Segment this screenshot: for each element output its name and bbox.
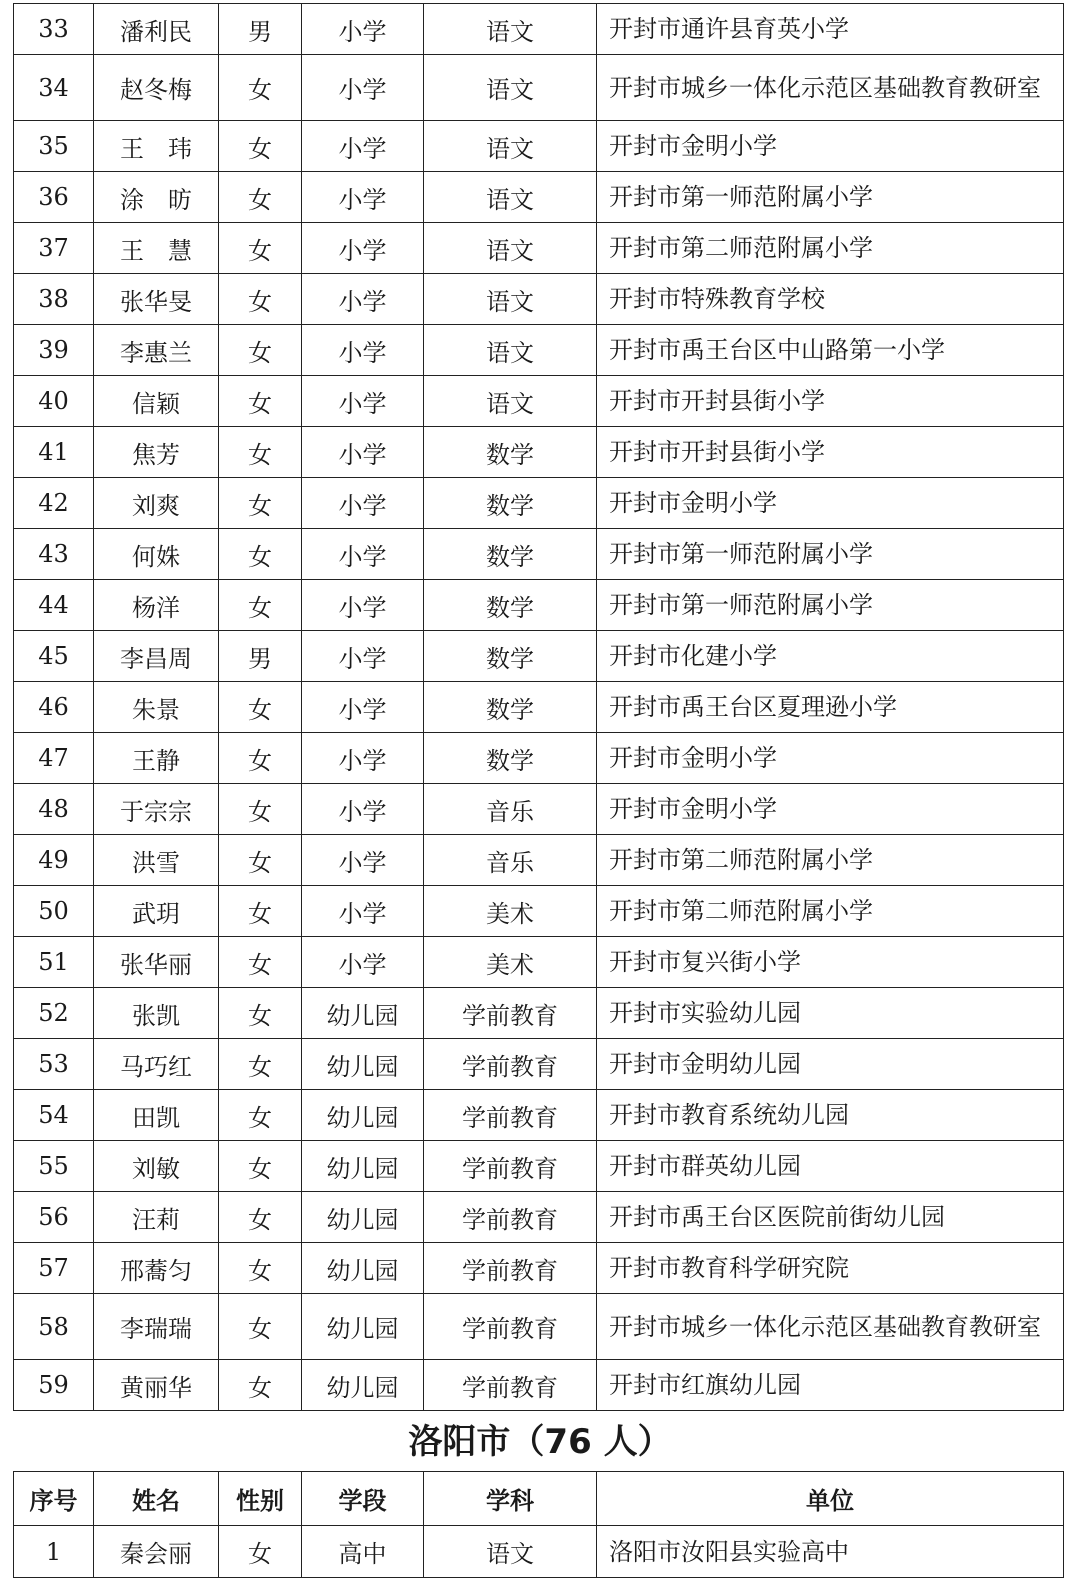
- cell-name: 武玥: [94, 886, 219, 937]
- cell-sex: 女: [219, 529, 302, 580]
- cell-unit: 开封市第一师范附属小学: [597, 580, 1064, 631]
- cell-seq: 34: [14, 55, 94, 121]
- cell-name: 杨洋: [94, 580, 219, 631]
- cell-seq: 43: [14, 529, 94, 580]
- cell-name: 田凯: [94, 1090, 219, 1141]
- cell-stage: 小学: [302, 937, 424, 988]
- table-row: [14, 1141, 1064, 1192]
- cell-unit: 开封市群英幼儿园: [597, 1141, 1064, 1192]
- cell-sex: 女: [219, 886, 302, 937]
- cell-stage: 幼儿园: [302, 988, 424, 1039]
- cell-name: 涂 昉: [94, 172, 219, 223]
- cell-stage: 幼儿园: [302, 1294, 424, 1360]
- table-row: [14, 733, 1064, 784]
- cell-unit: 开封市教育科学研究院: [597, 1243, 1064, 1294]
- cell-unit: 开封市金明小学: [597, 121, 1064, 172]
- table-row: [14, 988, 1064, 1039]
- cell-sex: 女: [219, 274, 302, 325]
- cell-seq: 58: [14, 1294, 94, 1360]
- cell-name: 李昌周: [94, 631, 219, 682]
- cell-seq: 47: [14, 733, 94, 784]
- cell-stage: 小学: [302, 223, 424, 274]
- cell-seq: 44: [14, 580, 94, 631]
- cell-stage: 小学: [302, 835, 424, 886]
- cell-sex: 女: [219, 682, 302, 733]
- cell-unit: 开封市第二师范附属小学: [597, 223, 1064, 274]
- cell-subject: 语文: [424, 1526, 597, 1578]
- cell-seq: 37: [14, 223, 94, 274]
- table-row: [14, 580, 1064, 631]
- header-sex: 性别: [219, 1472, 302, 1526]
- cell-stage: 小学: [302, 325, 424, 376]
- cell-subject: 数学: [424, 580, 597, 631]
- cell-stage: 小学: [302, 580, 424, 631]
- cell-subject: 语文: [424, 223, 597, 274]
- header-subject: 学科: [424, 1472, 597, 1526]
- cell-stage: 小学: [302, 4, 424, 55]
- cell-name: 李瑞瑞: [94, 1294, 219, 1360]
- cell-stage: 幼儿园: [302, 1141, 424, 1192]
- cell-unit: 开封市金明小学: [597, 733, 1064, 784]
- cell-subject: 美术: [424, 886, 597, 937]
- cell-seq: 1: [14, 1526, 94, 1578]
- cell-subject: 数学: [424, 529, 597, 580]
- cell-stage: 小学: [302, 172, 424, 223]
- cell-sex: 男: [219, 4, 302, 55]
- cell-name: 刘敏: [94, 1141, 219, 1192]
- cell-seq: 40: [14, 376, 94, 427]
- cell-subject: 语文: [424, 4, 597, 55]
- cell-stage: 小学: [302, 784, 424, 835]
- cell-seq: 36: [14, 172, 94, 223]
- cell-sex: 女: [219, 784, 302, 835]
- cell-stage: 小学: [302, 55, 424, 121]
- cell-seq: 35: [14, 121, 94, 172]
- cell-subject: 学前教育: [424, 1294, 597, 1360]
- cell-sex: 女: [219, 325, 302, 376]
- cell-sex: 女: [219, 988, 302, 1039]
- cell-seq: 49: [14, 835, 94, 886]
- cell-name: 秦会丽: [94, 1526, 219, 1578]
- cell-stage: 小学: [302, 682, 424, 733]
- cell-sex: 女: [219, 1192, 302, 1243]
- cell-unit: 开封市通许县育英小学: [597, 4, 1064, 55]
- cell-subject: 数学: [424, 427, 597, 478]
- cell-unit: 开封市禹王台区中山路第一小学: [597, 325, 1064, 376]
- cell-unit: 开封市红旗幼儿园: [597, 1360, 1064, 1411]
- table-row: [14, 55, 1064, 121]
- cell-seq: 39: [14, 325, 94, 376]
- table-row: [14, 835, 1064, 886]
- cell-sex: 女: [219, 937, 302, 988]
- table-row: [14, 1039, 1064, 1090]
- cell-stage: 小学: [302, 478, 424, 529]
- cell-unit: 开封市金明幼儿园: [597, 1039, 1064, 1090]
- table-row: [14, 121, 1064, 172]
- cell-seq: 52: [14, 988, 94, 1039]
- cell-subject: 语文: [424, 55, 597, 121]
- cell-seq: 56: [14, 1192, 94, 1243]
- cell-sex: 女: [219, 1141, 302, 1192]
- cell-sex: 女: [219, 121, 302, 172]
- cell-subject: 语文: [424, 172, 597, 223]
- cell-seq: 46: [14, 682, 94, 733]
- header-name: 姓名: [94, 1472, 219, 1526]
- table-row: [14, 274, 1064, 325]
- cell-sex: 女: [219, 223, 302, 274]
- cell-stage: 小学: [302, 733, 424, 784]
- cell-seq: 54: [14, 1090, 94, 1141]
- cell-subject: 数学: [424, 733, 597, 784]
- cell-seq: 42: [14, 478, 94, 529]
- cell-sex: 男: [219, 631, 302, 682]
- cell-subject: 学前教育: [424, 1243, 597, 1294]
- cell-stage: 小学: [302, 427, 424, 478]
- cell-subject: 语文: [424, 325, 597, 376]
- table-row: [14, 427, 1064, 478]
- cell-stage: 高中: [302, 1526, 424, 1578]
- cell-seq: 55: [14, 1141, 94, 1192]
- cell-name: 洪雪: [94, 835, 219, 886]
- cell-unit: 开封市实验幼儿园: [597, 988, 1064, 1039]
- cell-subject: 学前教育: [424, 988, 597, 1039]
- cell-unit: 开封市开封县街小学: [597, 427, 1064, 478]
- table-row: [14, 1294, 1064, 1360]
- cell-subject: 音乐: [424, 784, 597, 835]
- cell-name: 赵冬梅: [94, 55, 219, 121]
- cell-unit: 开封市金明小学: [597, 478, 1064, 529]
- table-row: [14, 631, 1064, 682]
- table-row: [14, 886, 1064, 937]
- table-row: [14, 223, 1064, 274]
- cell-name: 邢蕎匀: [94, 1243, 219, 1294]
- table-header-row: [14, 1472, 1064, 1526]
- cell-unit: 开封市第二师范附属小学: [597, 886, 1064, 937]
- cell-subject: 音乐: [424, 835, 597, 886]
- cell-subject: 语文: [424, 376, 597, 427]
- cell-subject: 语文: [424, 121, 597, 172]
- cell-seq: 59: [14, 1360, 94, 1411]
- header-seq: 序号: [14, 1472, 94, 1526]
- cell-name: 张华旻: [94, 274, 219, 325]
- cell-name: 马巧红: [94, 1039, 219, 1090]
- table-row: [14, 937, 1064, 988]
- cell-subject: 学前教育: [424, 1360, 597, 1411]
- kaifeng-roster-table: [13, 3, 1064, 1411]
- cell-sex: 女: [219, 1294, 302, 1360]
- table-row: [14, 1360, 1064, 1411]
- cell-unit: 开封市城乡一体化示范区基础教育教研室: [597, 1294, 1064, 1360]
- cell-unit: 开封市特殊教育学校: [597, 274, 1064, 325]
- table-row: [14, 478, 1064, 529]
- cell-unit: 开封市第二师范附属小学: [597, 835, 1064, 886]
- cell-stage: 幼儿园: [302, 1243, 424, 1294]
- cell-subject: 学前教育: [424, 1141, 597, 1192]
- cell-sex: 女: [219, 835, 302, 886]
- cell-sex: 女: [219, 1243, 302, 1294]
- cell-unit: 开封市禹王台区医院前街幼儿园: [597, 1192, 1064, 1243]
- cell-unit: 开封市第一师范附属小学: [597, 172, 1064, 223]
- cell-name: 黄丽华: [94, 1360, 219, 1411]
- cell-seq: 41: [14, 427, 94, 478]
- cell-subject: 学前教育: [424, 1039, 597, 1090]
- cell-sex: 女: [219, 1360, 302, 1411]
- cell-name: 张华丽: [94, 937, 219, 988]
- cell-sex: 女: [219, 478, 302, 529]
- kaifeng-roster-body: [14, 4, 1064, 1411]
- cell-name: 潘利民: [94, 4, 219, 55]
- table-row: [14, 784, 1064, 835]
- cell-stage: 小学: [302, 631, 424, 682]
- cell-sex: 女: [219, 1090, 302, 1141]
- cell-unit: 开封市禹王台区夏理逊小学: [597, 682, 1064, 733]
- cell-subject: 学前教育: [424, 1090, 597, 1141]
- cell-seq: 51: [14, 937, 94, 988]
- cell-sex: 女: [219, 172, 302, 223]
- cell-stage: 幼儿园: [302, 1192, 424, 1243]
- header-stage: 学段: [302, 1472, 424, 1526]
- cell-seq: 38: [14, 274, 94, 325]
- cell-name: 信颖: [94, 376, 219, 427]
- cell-unit: 开封市化建小学: [597, 631, 1064, 682]
- table-row: [14, 1192, 1064, 1243]
- cell-name: 张凯: [94, 988, 219, 1039]
- cell-subject: 语文: [424, 274, 597, 325]
- cell-sex: 女: [219, 1526, 302, 1578]
- cell-subject: 美术: [424, 937, 597, 988]
- cell-seq: 45: [14, 631, 94, 682]
- section-title: 洛阳市（76 人）: [408, 1422, 672, 1462]
- cell-unit: 开封市第一师范附属小学: [597, 529, 1064, 580]
- cell-seq: 48: [14, 784, 94, 835]
- cell-subject: 数学: [424, 478, 597, 529]
- cell-name: 朱景: [94, 682, 219, 733]
- cell-unit: 开封市教育系统幼儿园: [597, 1090, 1064, 1141]
- cell-name: 王静: [94, 733, 219, 784]
- cell-sex: 女: [219, 55, 302, 121]
- cell-stage: 小学: [302, 121, 424, 172]
- cell-stage: 小学: [302, 376, 424, 427]
- cell-subject: 数学: [424, 631, 597, 682]
- cell-seq: 57: [14, 1243, 94, 1294]
- cell-stage: 小学: [302, 529, 424, 580]
- cell-sex: 女: [219, 733, 302, 784]
- cell-sex: 女: [219, 427, 302, 478]
- cell-sex: 女: [219, 580, 302, 631]
- header-unit: 单位: [597, 1472, 1064, 1526]
- cell-name: 焦芳: [94, 427, 219, 478]
- cell-unit: 开封市开封县街小学: [597, 376, 1064, 427]
- table-row: [14, 4, 1064, 55]
- cell-stage: 幼儿园: [302, 1039, 424, 1090]
- cell-stage: 幼儿园: [302, 1360, 424, 1411]
- table-row: [14, 325, 1064, 376]
- cell-unit: 开封市城乡一体化示范区基础教育教研室: [597, 55, 1064, 121]
- cell-sex: 女: [219, 376, 302, 427]
- cell-sex: 女: [219, 1039, 302, 1090]
- cell-subject: 学前教育: [424, 1192, 597, 1243]
- cell-unit: 开封市复兴街小学: [597, 937, 1064, 988]
- luoyang-roster-table: [13, 1471, 1064, 1578]
- table-row: [14, 682, 1064, 733]
- cell-name: 何姝: [94, 529, 219, 580]
- cell-seq: 53: [14, 1039, 94, 1090]
- cell-stage: 幼儿园: [302, 1090, 424, 1141]
- table-row: [14, 1090, 1064, 1141]
- cell-subject: 数学: [424, 682, 597, 733]
- table-row: [14, 1243, 1064, 1294]
- cell-name: 于宗宗: [94, 784, 219, 835]
- cell-unit: 开封市金明小学: [597, 784, 1064, 835]
- cell-name: 汪莉: [94, 1192, 219, 1243]
- cell-seq: 50: [14, 886, 94, 937]
- table-row: [14, 172, 1064, 223]
- cell-seq: 33: [14, 4, 94, 55]
- table-row: [14, 376, 1064, 427]
- cell-name: 王 慧: [94, 223, 219, 274]
- cell-stage: 小学: [302, 274, 424, 325]
- cell-name: 刘爽: [94, 478, 219, 529]
- cell-stage: 小学: [302, 886, 424, 937]
- cell-name: 李惠兰: [94, 325, 219, 376]
- table-row: [14, 529, 1064, 580]
- cell-unit: 洛阳市汝阳县实验高中: [597, 1526, 1064, 1578]
- cell-name: 王 玮: [94, 121, 219, 172]
